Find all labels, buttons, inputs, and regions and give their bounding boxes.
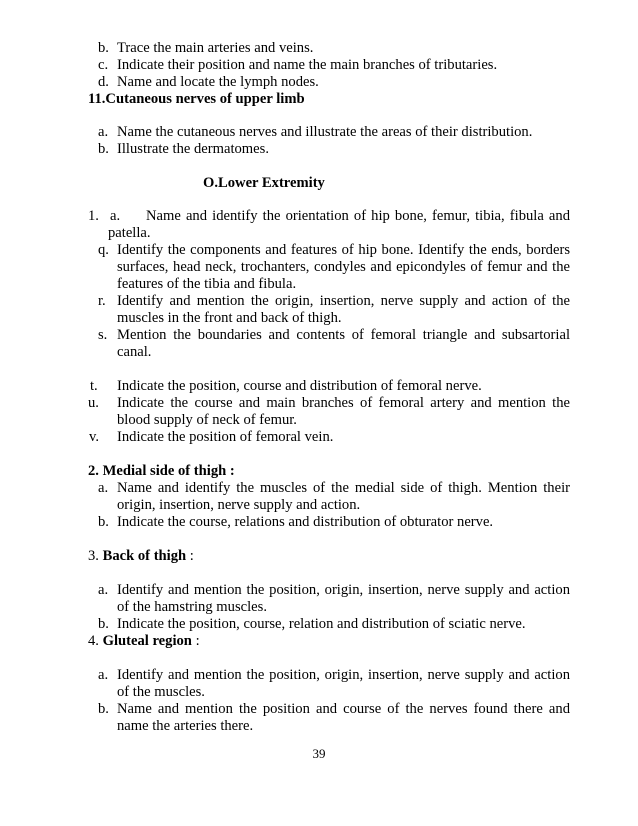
list-item-text: Identify and mention the position, origin, insertion, nerve supply and action [117, 667, 570, 683]
list-marker: b. [98, 701, 109, 717]
list-item-text: Identify the components and features of hip bone. Identify the ends, borders [117, 242, 570, 258]
section-heading [88, 548, 194, 565]
section-heading-text: Back of thigh [102, 548, 187, 564]
list-item-text: name the arteries there. [117, 718, 254, 734]
list-item-text: Name the cutaneous nerves and illustrate the areas of their distribution. [117, 124, 533, 140]
section-heading: 11.Cutaneous nerves of upper limb [88, 91, 305, 107]
section-heading-suffix: : [191, 633, 200, 649]
list-item-text: muscles in the front and back of thigh. [117, 310, 342, 326]
list-item-text: Indicate the course, relations and distribution of obturator nerve. [117, 514, 494, 530]
list-item-text: Name and mention the position and course of the nerves found there and [117, 701, 570, 717]
list-marker: a. [110, 208, 121, 224]
section-heading-text: Gluteal region [102, 633, 192, 649]
list-marker: v. [89, 429, 99, 445]
list-item-text: Indicate the position of femoral vein. [117, 429, 334, 445]
section-heading [88, 633, 200, 650]
list-marker: a. [98, 667, 109, 683]
list-marker: c. [98, 57, 109, 73]
list-item-text: Mention the boundaries and contents of femoral triangle and subsartorial [117, 327, 570, 343]
list-item-text: surfaces, head neck, trochanters, condyles and epicondyles of femur and the [117, 259, 570, 275]
list-marker: b. [98, 514, 109, 530]
page-number: 39 [312, 746, 326, 761]
list-marker: t. [90, 378, 98, 394]
list-marker: u. [88, 395, 99, 411]
list-item-text: Indicate the position, course and distribution of femoral nerve. [117, 378, 482, 394]
list-item-text: Indicate the course and main branches of femoral artery and mention the [117, 395, 570, 411]
list-marker: a. [98, 124, 109, 140]
list-item-text: Indicate the position, course, relation and distribution of sciatic nerve. [117, 616, 526, 632]
item-number: 1. [88, 208, 99, 224]
list-item-text: origin, insertion, nerve supply and action. [117, 497, 361, 513]
list-marker: b. [98, 40, 109, 56]
list-item-text: Identify and mention the origin, insertion, nerve supply and action of the [117, 293, 570, 309]
section-number: 4. [88, 633, 99, 649]
list-item-text: Name and locate the lymph nodes. [117, 74, 319, 90]
list-item-text: Illustrate the dermatomes. [117, 141, 269, 157]
section-heading: 2. Medial side of thigh : [88, 463, 235, 479]
list-marker: s. [98, 327, 108, 343]
list-item-text: Name and identify the muscles of the medial side of thigh. Mention their [117, 480, 570, 496]
list-item-text: Identify and mention the position, origin, insertion, nerve supply and action [117, 582, 570, 598]
list-item-text: blood supply of neck of femur. [117, 412, 297, 428]
list-item-text: Indicate their position and name the main branches of tributaries. [117, 57, 498, 73]
list-marker: a. [98, 582, 109, 598]
list-item-text: canal. [117, 344, 152, 360]
list-item-text: features of the tibia and fibula. [117, 276, 297, 292]
list-marker: b. [98, 141, 109, 157]
list-marker: a. [98, 480, 109, 496]
list-marker: r. [98, 293, 106, 309]
section-heading-suffix: : [186, 548, 194, 564]
section-title: O.Lower Extremity [203, 175, 325, 191]
list-item-text: of the muscles. [117, 684, 205, 700]
list-marker: q. [98, 242, 109, 258]
list-item-text: Trace the main arteries and veins. [117, 40, 314, 56]
list-marker: b. [98, 616, 109, 632]
list-marker: d. [98, 74, 109, 90]
list-item-text: of the hamstring muscles. [117, 599, 267, 615]
list-item-text: patella. [108, 225, 151, 241]
list-item-text: Name and identify the orientation of hip bone, femur, tibia, fibula and [146, 208, 570, 224]
section-number: 3. [88, 548, 99, 564]
